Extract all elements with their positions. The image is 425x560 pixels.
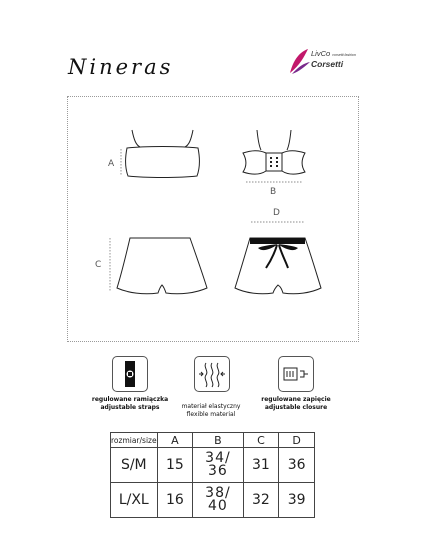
size-value-c: 32 bbox=[243, 483, 279, 518]
dimension-c-label: C bbox=[95, 260, 102, 270]
size-header-b: B bbox=[193, 433, 243, 448]
size-value-a: 15 bbox=[157, 448, 193, 483]
feature-adjustable-closure-en: adjustable closure bbox=[264, 404, 328, 411]
table-row bbox=[111, 448, 315, 483]
size-value-c: 31 bbox=[243, 448, 279, 483]
size-header-d: D bbox=[279, 433, 315, 448]
size-value-b: 38/ 40 bbox=[193, 483, 243, 518]
product-title: Nineras bbox=[68, 55, 174, 79]
size-table bbox=[110, 432, 315, 518]
table-row bbox=[111, 483, 315, 518]
feature-adjustable-straps-en: adjustable straps bbox=[100, 404, 160, 411]
shorts-front-drawing bbox=[117, 238, 207, 294]
dimension-d-label: D bbox=[273, 208, 280, 218]
logo-line-1-sub: corsetti fashion bbox=[332, 53, 356, 57]
size-header-c: C bbox=[243, 433, 279, 448]
size-label: S/M bbox=[111, 448, 158, 483]
size-header-cell: rozmiar/size bbox=[111, 433, 158, 448]
size-value-b-bottom: 40 bbox=[208, 498, 228, 514]
shorts-back-drawing bbox=[235, 238, 321, 294]
flexible-material-icon bbox=[194, 356, 230, 392]
dimension-a-label: A bbox=[108, 159, 115, 169]
logo-line-1-text: LivCo bbox=[311, 49, 331, 58]
adjustable-straps-icon bbox=[112, 356, 148, 392]
size-value-d: 36 bbox=[279, 448, 315, 483]
size-value-b-top: 38 bbox=[205, 485, 225, 501]
top-front-drawing bbox=[126, 130, 200, 178]
size-value-b-top: 34 bbox=[205, 450, 225, 466]
size-value-d: 39 bbox=[279, 483, 315, 518]
size-value-b: 34/ 36 bbox=[193, 448, 243, 483]
feature-adjustable-straps-pl: regulowane ramiączka bbox=[91, 396, 169, 403]
feature-flexible-material-label bbox=[168, 403, 254, 419]
feature-flexible-material-en: flexible material bbox=[186, 411, 236, 418]
shorts-back-waistband bbox=[250, 238, 305, 268]
feature-adjustable-straps-label bbox=[88, 396, 172, 412]
logo-line-2: Corsetti bbox=[311, 59, 344, 69]
size-value-a: 16 bbox=[157, 483, 193, 518]
feature-adjustable-closure-pl: regulowane zapięcie bbox=[261, 396, 331, 403]
feature-flexible-material-pl: materiał elastyczny bbox=[181, 403, 241, 410]
size-value-b-bottom: 36 bbox=[208, 463, 228, 479]
dimension-b-label: B bbox=[270, 187, 277, 197]
size-header-a: A bbox=[157, 433, 193, 448]
size-table-header bbox=[111, 433, 315, 448]
top-back-drawing bbox=[243, 130, 305, 174]
feature-adjustable-closure-label bbox=[254, 396, 338, 412]
size-label: L/XL bbox=[111, 483, 158, 518]
adjustable-closure-icon bbox=[278, 356, 314, 392]
